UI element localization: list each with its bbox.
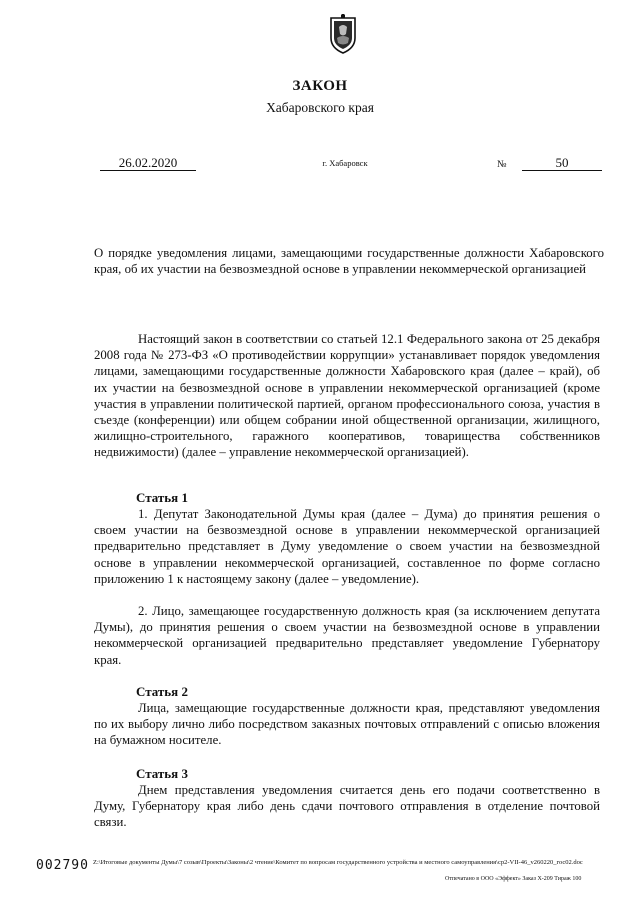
print-info: Отпечатано в ООО «Эффект» Заказ Х-209 Тираж 100: [445, 876, 582, 882]
article-3-heading: Статья 3: [136, 766, 188, 781]
article-2-heading: Статья 2: [136, 684, 188, 699]
article-2-paragraph: Лица, замещающие государственные должности края, представляют уведомления по их выбору лично либо посредством заказных почтовых отправлений с описью вложения на бумажном носителе.: [94, 701, 600, 748]
file-path: Z:\Итоговые документы Думы\7 созыв\Проекты\Законы\2 чтение\Комитет по вопросам государственного устройства и местного самоуправления\ср2-VII-46_v260220_гос02.doc: [93, 859, 583, 866]
document-number: 50: [522, 156, 602, 171]
preamble: Настоящий закон в соответствии со статьей 12.1 Федерального закона от 25 декабря 2008 года № 273-ФЗ «О противодействии коррупции» устанавливает порядок уведомления лицами, замещающими государственные должности Хабаровского края (далее – край), об их участии на безвозмездной основе в управлении некоммерческой организацией (кроме участия в управлении политической партией, органом профессионального союза, участия в съезде (конференции) или общем собрании иной общественной организации, жилищного, жилищно-строительного, гаражного кооперативов, товарищества собственников недвижимости) (далее – управление некоммерческой организацией).: [94, 332, 600, 460]
article-1-paragraph-1: 1. Депутат Законодательной Думы края (далее – Дума) до принятия решения о своем участии на безвозмездной основе в управлении некоммерческой организацией предварительно представляет в Думу уведомление о своем участии на безвозмездной основе в управлении некоммерческой организацией, составленное по форме согласно приложению 1 к настоящему закону (далее – уведомление).: [94, 507, 600, 586]
coat-of-arms-icon: [329, 14, 357, 54]
article-1-heading: Статья 1: [136, 490, 188, 505]
document-number-label: №: [497, 159, 507, 170]
article-1-paragraph-2: 2. Лицо, замещающее государственную должность края (за исключением депутата Думы), до принятия решения о своем участии на безвозмездной основе в управлении некоммерческой организацией предварительно представляет уведомление Губернатору края.: [94, 604, 600, 667]
document-code: 002790: [36, 858, 89, 873]
document-subtitle: Хабаровского края: [266, 100, 374, 115]
article-3-paragraph: Днем представления уведомления считается день его подачи соответственно в Думу, Губернатору края либо день сдачи почтового отправления в отделение почтовой связи.: [94, 783, 600, 830]
document-city: г. Хабаровск: [322, 158, 368, 168]
law-title: О порядке уведомления лицами, замещающими государственные должности Хабаровского края, об их участии на безвозмездной основе в управлении некоммерческой организацией: [94, 246, 604, 277]
document-date: 26.02.2020: [100, 156, 196, 171]
document-title: ЗАКОН: [292, 78, 348, 94]
